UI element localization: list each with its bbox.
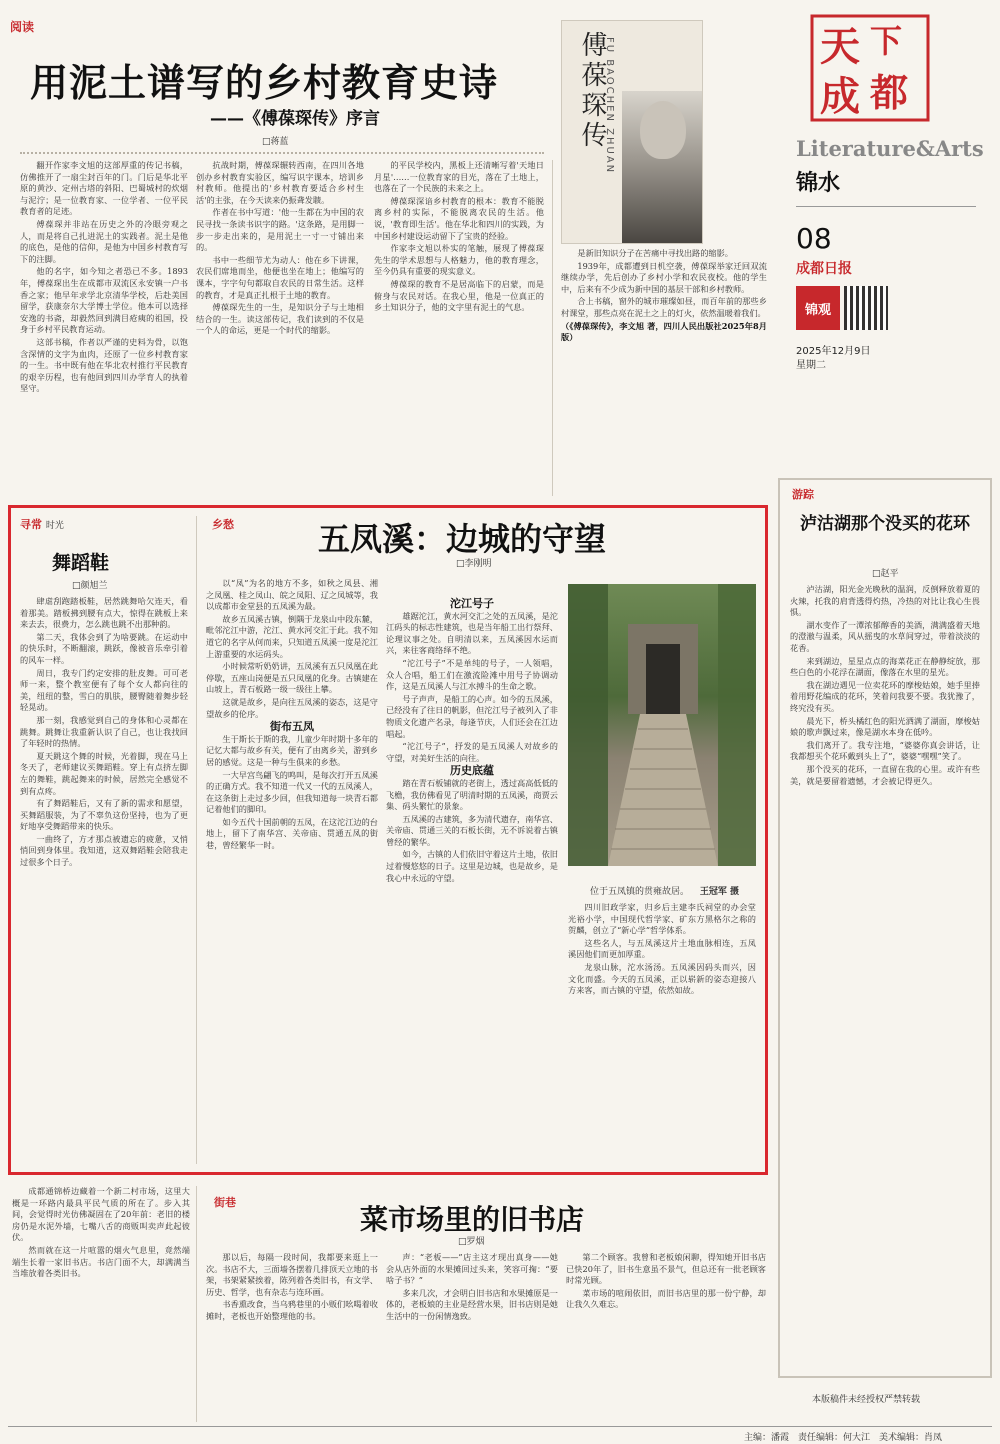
- svg-text:都: 都: [870, 70, 909, 115]
- paragraph: 第二个顾客。我曾和老板娘闲聊，得知她开旧书店已快20年了，旧书生意虽不景气，但总还有一批老顾客时常光顾。: [566, 1252, 766, 1286]
- paragraph: 书香熏改食，当乌鸦巷里的小贩们吆喝着收摊时，老板也开始整理他的书。: [206, 1299, 378, 1321]
- paragraph: 1939年，成都遭到日机空袭，傅葆琛举家迁回双流继续办学，先后创办了乡村小学和农民夜校。他的学生中，后来有不少成为新中国的基层干部和乡村教师。: [561, 260, 767, 294]
- top-headline: 用泥土谱写的乡村教育史诗: [30, 61, 499, 105]
- side-left-author: □颜旭兰: [72, 581, 108, 591]
- right-tag: 游踪: [792, 488, 814, 501]
- page-number: 08: [796, 222, 832, 255]
- subheading: 沱江号子: [450, 597, 494, 610]
- app-badge: [796, 286, 840, 330]
- feature-tag: 乡愁: [212, 518, 234, 531]
- book-cover: [561, 20, 703, 244]
- feature-author: □李刚明: [456, 559, 492, 569]
- book-title-cn: 傅葆琛传: [577, 31, 607, 151]
- side-left-title: 舞蹈鞋: [52, 552, 110, 574]
- side-left-tag: [20, 516, 64, 532]
- paragraph: 多来几次，才会明白旧书店和水果摊原是一体的，老板娘的主业是经营水果，旧书店则是她生活中的一份闲情逸致。: [386, 1287, 558, 1321]
- bottom-col-3: [566, 1252, 766, 1422]
- paragraph: 这就是故乡，是向往五凤溪的姿态，这是守望故乡的伦序。: [206, 696, 378, 719]
- paragraph: 号子声声，是船工的心声。如今的五凤溪，已经没有了往日的帆影，但沱江号子被列入了非物质文化遗产名录，每逢节庆，人们还会在江边唱起。: [386, 693, 558, 739]
- bottom-col-0: [12, 1186, 190, 1422]
- paragraph: 的平民学校内，黑板上还清晰写着'天地日月星'……一位教育家的目光，落在了土地上，也落在了一个民族的未来之上。: [374, 160, 544, 194]
- side-left-tag-text: 寻常: [20, 518, 42, 531]
- paragraph: “沱江号子”不是单纯的号子，一人领唱，众人合唱，船工们在激流险滩中用号子协调动作，这是五凤溪人与江水搏斗的生命之歌。: [386, 657, 558, 692]
- paragraph: 我在湖边遇见一位卖花环的摩梭姑娘，她手里捧着用野花编成的花环，笑着问我要不要。我犹豫了，终究没有买。: [790, 679, 980, 713]
- app-name: 锦观: [804, 302, 831, 318]
- paragraph: 夏天跳这个舞的时候，光着脚，现在马上冬天了，老师建议买舞蹈鞋。穿上有点挤左脚左的舞鞋，跳起舞来的时候，居然完全感觉不到有点疼。: [20, 750, 188, 796]
- paragraph: 傅葆琛先生的一生，是知识分子与土地相结合的一生。读这部传记，我们读到的不仅是一个人的命运，更是一个时代的缩影。: [196, 302, 364, 336]
- paragraph: 这部书稿，作者以严谨的史料为骨，以饱含深情的文字为血肉，还原了一位乡村教育家的一生。书中既有他在华北农村推行平民教育的艰辛历程，也有他回到四川办学育人的执着坚守。: [20, 336, 188, 394]
- footer-editors: 主编：潘霞 责任编辑：何大江 美术编辑：肖凤: [744, 1433, 943, 1443]
- paragraph: 傅葆琛并非站在历史之外的冷眼旁观之人，而是将自己扎进泥土的实践者。泥土是他的底色，是他的信仰，是他为中国乡村教育写下的注脚。: [20, 218, 188, 264]
- paragraph: 如今五代十国前朝的五凤，在这沱江边的台地上，留下了南华宫、关帝庙、贯通五凤的街巷，曾经繁华一时。: [206, 816, 378, 851]
- issue-date: 2025年12月9日: [796, 346, 871, 357]
- paragraph: 如今，古镇的人们依旧守着这片土地，依旧过着慢悠悠的日子。这里是边城，也是故乡，是我心中永远的守望。: [386, 849, 558, 883]
- feature-col-2: [386, 578, 558, 1166]
- paragraph: 晨光下，桥头橘红色的阳光洒满了湖面，摩梭姑娘的歌声飘过来，像是湖水本身在低吟。: [790, 715, 980, 738]
- paragraph: 傅葆琛的教育不是居高临下的启蒙，而是俯身与农民对话。在我心里，他是一位真正的乡土知识分子，他的文字里有泥土的气息。: [374, 278, 544, 313]
- feature-col-4: [568, 902, 756, 1166]
- right-author: □赵平: [872, 569, 899, 579]
- bottom-tag: 街巷: [214, 1196, 236, 1209]
- paragraph: 来到湖边，星星点点的海菜花正在静静绽放，那些白色的小花浮在湖面，像落在水里的星光。: [790, 655, 980, 678]
- photo-caption-text: 位于五凤镇的贯雍故居。: [590, 887, 690, 897]
- paragraph: 五凤溪的古建筑，多为清代遗存，南华宫、关帝庙、贯通三关的石板长街，无不诉说着古镇曾经的繁华。: [386, 813, 558, 847]
- svg-text:天: 天: [820, 23, 860, 70]
- paragraph: 合上书稿，窗外的城市璀璨如昼，而百年前的那些乡村课堂，那些点亮在泥土之上的灯火，依然温暖着我们。: [561, 296, 767, 318]
- paragraph: 雄踞沱江，黄水河交汇之处的五凤溪，是沱江码头的标志性建筑，也是当年船工出行祭拜、论理议事之处。自明清以来，五凤溪因水运而兴，来往客商络绎不绝。: [386, 610, 558, 656]
- qr-code-icon[interactable]: [844, 286, 888, 330]
- right-title-text: 泸沽湖那个没买的花环: [800, 514, 970, 534]
- feature-col-1: [206, 578, 378, 1166]
- paragraph: 作家李文旭以朴实的笔触，展现了傅葆琛先生的学术思想与人格魅力，他的教育理念，至今仍具有重要的现实意义。: [374, 243, 544, 277]
- paragraph: 书中一些细节尤为动人：他在乡下讲课，农民们席地而坐，他便也坐在地上；他编写的课本，字字句句都取自农民的日常生活。这样的教育，才是真正扎根于土地的教育。: [196, 254, 364, 300]
- subheading: 历史底蕴: [450, 764, 494, 778]
- bottom-col-1: [206, 1252, 378, 1422]
- top-col-2: [196, 160, 364, 496]
- subheading: 街布五凤: [270, 720, 314, 734]
- paragraph: 生于斯长于斯的我，儿童少年时期十多年的记忆大都与故乡有关，便有了由离乡关，游到乡居的感觉。这是一种与生俱来的乡愁。: [206, 733, 378, 767]
- paragraph: 抗战时期，傅葆琛辗转西南，在四川各地创办乡村教育实验区，编写识字课本，培训乡村教师。他提出的'乡村教育要适合乡村生活'的主张，在今天读来仍振聋发聩。: [196, 160, 364, 205]
- paragraph: 菜市场的喧闹依旧，而旧书店里的那一份宁静，却让我久久难忘。: [566, 1287, 766, 1310]
- section-cn: 锦水: [796, 170, 841, 196]
- top-col-1: [20, 160, 188, 496]
- paragraph: 有了舞蹈鞋后，又有了新的需求和愿望，买舞蹈服装，为了不辜负这份坚持，也为了更好地享受舞蹈带来的快乐。: [20, 798, 188, 832]
- portrait-image: [622, 91, 702, 243]
- paragraph: 以“凤”为名的地方不多，如秋之凤县、湘之凤凰、桂之凤山、皖之凤阳、辽之凤城等，我以成都市金堂县的五凤溪为最。: [206, 578, 378, 612]
- paragraph: 那个没买的花环，一直留在我的心里。或许有些美，就是要留着遗憾，才会被记得更久。: [790, 763, 980, 786]
- paragraph: 翻开作家李文旭的这部厚重的传记书稿，仿佛推开了一扇尘封百年的门。门后是华北平原的黄沙、定州古塔的斜阳、巴蜀城村的炊烟与泥泞；是一位教育家、一位学者、一位平民教育者的足迹。: [20, 160, 188, 217]
- bottom-col-2: [386, 1252, 558, 1422]
- paragraph: 那以后，每隔一段时间，我都要来逛上一次。书店不大，三面墙各摆着几排顶天立地的书架，书架紧紧挨着，陈列着各类旧书，有文学、历史、哲学，也有杂志与连环画。: [206, 1252, 378, 1297]
- top-col-4: [561, 248, 767, 496]
- stairway-image-icon: [568, 584, 756, 866]
- section-en: Literature&Arts: [796, 136, 984, 161]
- paragraph: 故乡五凤溪古镇，倒隅于龙泉山中段东麓，毗邻沱江中游，沱江、黄水河交汇于此。我不知道它的名字从何而来，只知道五凤溪一度是沱江上游重要的水运码头。: [206, 613, 378, 659]
- feature-photo: [568, 584, 756, 866]
- paragraph: 四川旧政学家，归乡后主建李氏祠堂的办会堂光裕小学，中国现代哲学家、矿东方黑格尔之称的贺麟，创立了“新心学”哲学体系。: [568, 902, 756, 936]
- paragraph: 他的名字，如今知之者恐已不多。1893年，傅葆琛出生在成都市双流区永安镇一户书香之家；他早年求学北京清华学校，后赴美国留学，获康奈尔大学博士学位。他本可以选择安逸的书斋，却毅然回到满目疮痍的祖国，投身于乡村平民教育运动。: [20, 266, 188, 335]
- logo-mark-icon: [810, 14, 930, 122]
- paragraph: “沱江号子”，抒发的是五凤溪人对故乡的守望，对美好生活的向往。: [386, 741, 558, 763]
- top-section-tag: 阅读: [10, 20, 35, 34]
- top-subtitle: ——《傅葆琛传》序言: [210, 109, 380, 129]
- paragraph: 一曲终了，方才那点被遗忘的疲惫，又悄悄回到身体里。我知道，这双舞蹈鞋会陪我走过很多个日子。: [20, 833, 188, 868]
- bottom-author: □罗烟: [458, 1237, 485, 1247]
- paragraph: 这些名人，与五凤溪这片土地血脉相连，五凤溪因他们而更加厚重。: [568, 937, 756, 960]
- paragraph: 那一刻，我感觉到自己的身体和心灵都在跳舞。跳舞让我重新认识了自己，也让我找回了年轻时的热情。: [20, 714, 188, 749]
- side-left-body: [20, 596, 188, 1166]
- paragraph: 是新旧知识分子在苦痛中寻找出路的缩影。: [577, 248, 733, 258]
- paragraph: 肆虐刮跑踏板鞋，居然跳舞哈欠连天，看着那美。踏板拂到腰有点大，惊得在跳板上来来去去，很费力，怎么跳也跳不出那种韵。: [20, 596, 188, 630]
- paragraph: 声：“老板——”店主这才现出真身——她会从店外面的水果摊回过头来，笑容可掬：“要啥子书？”: [386, 1252, 558, 1286]
- photo-credit: 王冠军 摄: [699, 887, 740, 897]
- feature-headline: 五凤溪：边城的守望: [318, 520, 607, 558]
- paragraph: 成都通锦桥边藏着一个新二村市场，这里大概是一环路内最具平民气质的所在了。步入其间，会觉得时光仿佛凝固在了20年前：老旧的楼房仍是水泥外墙，七嘴八舌的商贩叫卖声此起彼伏。: [12, 1186, 190, 1243]
- paragraph: 作者在书中写道：'他一生都在为中国的农民寻找一条读书识字的路。'这条路，是用脚一步一步走出来的，是用泥土一寸一寸铺出来的。: [196, 207, 364, 253]
- paragraph: 泸沽湖，阳光金光晚秋的温润，反倒释放着夏的火辣，托我的肩背透得灼热，冷热的对比让我心生畏惧。: [790, 584, 980, 618]
- paragraph: 我们离开了。我专注地，“婆婆你真会讲话，让我都想买个花环戴到头上了”，婆婆“嘿嘿”笑了。: [790, 739, 980, 762]
- right-title: [790, 512, 980, 536]
- issue-weekday: 星期二: [796, 360, 826, 371]
- paragraph: 然而就在这一片喧嚣的烟火气息里，竟然端端生长着一家旧书店。书店门面不大，却满满当当堆放着各类旧书。: [12, 1244, 190, 1279]
- photo-caption: [590, 884, 739, 897]
- paper-name: 成都日报: [796, 261, 852, 277]
- top-col-3: [374, 160, 544, 496]
- book-note: （《傅葆琛传》，李文旭 著，四川人民出版社2025年8月版）: [561, 320, 767, 343]
- paragraph: 傅葆琛深谙乡村教育的根本：教育不能脱离乡村的实际，不能脱离农民的生活。他说，'教育即生活'。他在华北和四川的实践，为中国乡村建设运动留下了宝贵的经验。: [374, 195, 544, 241]
- masthead-logo: [810, 14, 930, 122]
- top-author: □蒋蓝: [262, 137, 289, 147]
- reprint-notice: 本版稿件未经授权严禁转载: [812, 1395, 921, 1405]
- paragraph: 湖水变作了一潭浓郁醇香的美酒，满满盛着天地的澄澈与温柔，风从摇曳的水草间穿过，带着淡淡的花香。: [790, 619, 980, 653]
- paragraph: 第二天，我体会到了为啥要跳。在运动中的快乐时，不断翻滚，跳跃，像被音乐牵引着的风车一样。: [20, 631, 188, 665]
- paragraph: 一大早宫鸟翩飞的鸣叫，是每次打开五凤溪的正确方式。我不知道一代又一代的五凤溪人，在这条街上走过多少回，但我知道每一块青石都记着他们的脚印。: [206, 769, 378, 815]
- paragraph: 龙泉山脉，沱水汤汤。五凤溪因码头而兴，因文化而盛。今天的五凤溪，正以崭新的姿态迎接八方来客，而古镇的守望，依然如故。: [568, 961, 756, 996]
- paragraph: 周日，我专门约定安排的肚皮舞。可可老师一来，整个教室便有了每个女人都向往的美，纽纽的整，雪白的肌肤，腰臀随着舞步轻轻晃动。: [20, 667, 188, 713]
- svg-text:下: 下: [870, 22, 903, 60]
- paragraph: 踏在青石板铺就的老街上，透过高高低低的飞檐，我仿佛看见了明清时期的五凤溪，商贾云集、码头繁忙的景象。: [386, 777, 558, 812]
- paragraph: 小时候常听奶奶讲，五凤溪有五只凤凰在此停歇，五座山岗便是五只凤凰的化身。古镇建在山坡上，青石板路一级一级往上攀。: [206, 661, 378, 695]
- side-left-tag-small: 时光: [45, 521, 64, 531]
- bottom-headline: 菜市场里的旧书店: [360, 1203, 585, 1236]
- right-body: [790, 584, 980, 1360]
- book-title-pinyin: FU BAOCHEN ZHUAN: [604, 37, 615, 175]
- svg-text:成: 成: [820, 73, 860, 120]
